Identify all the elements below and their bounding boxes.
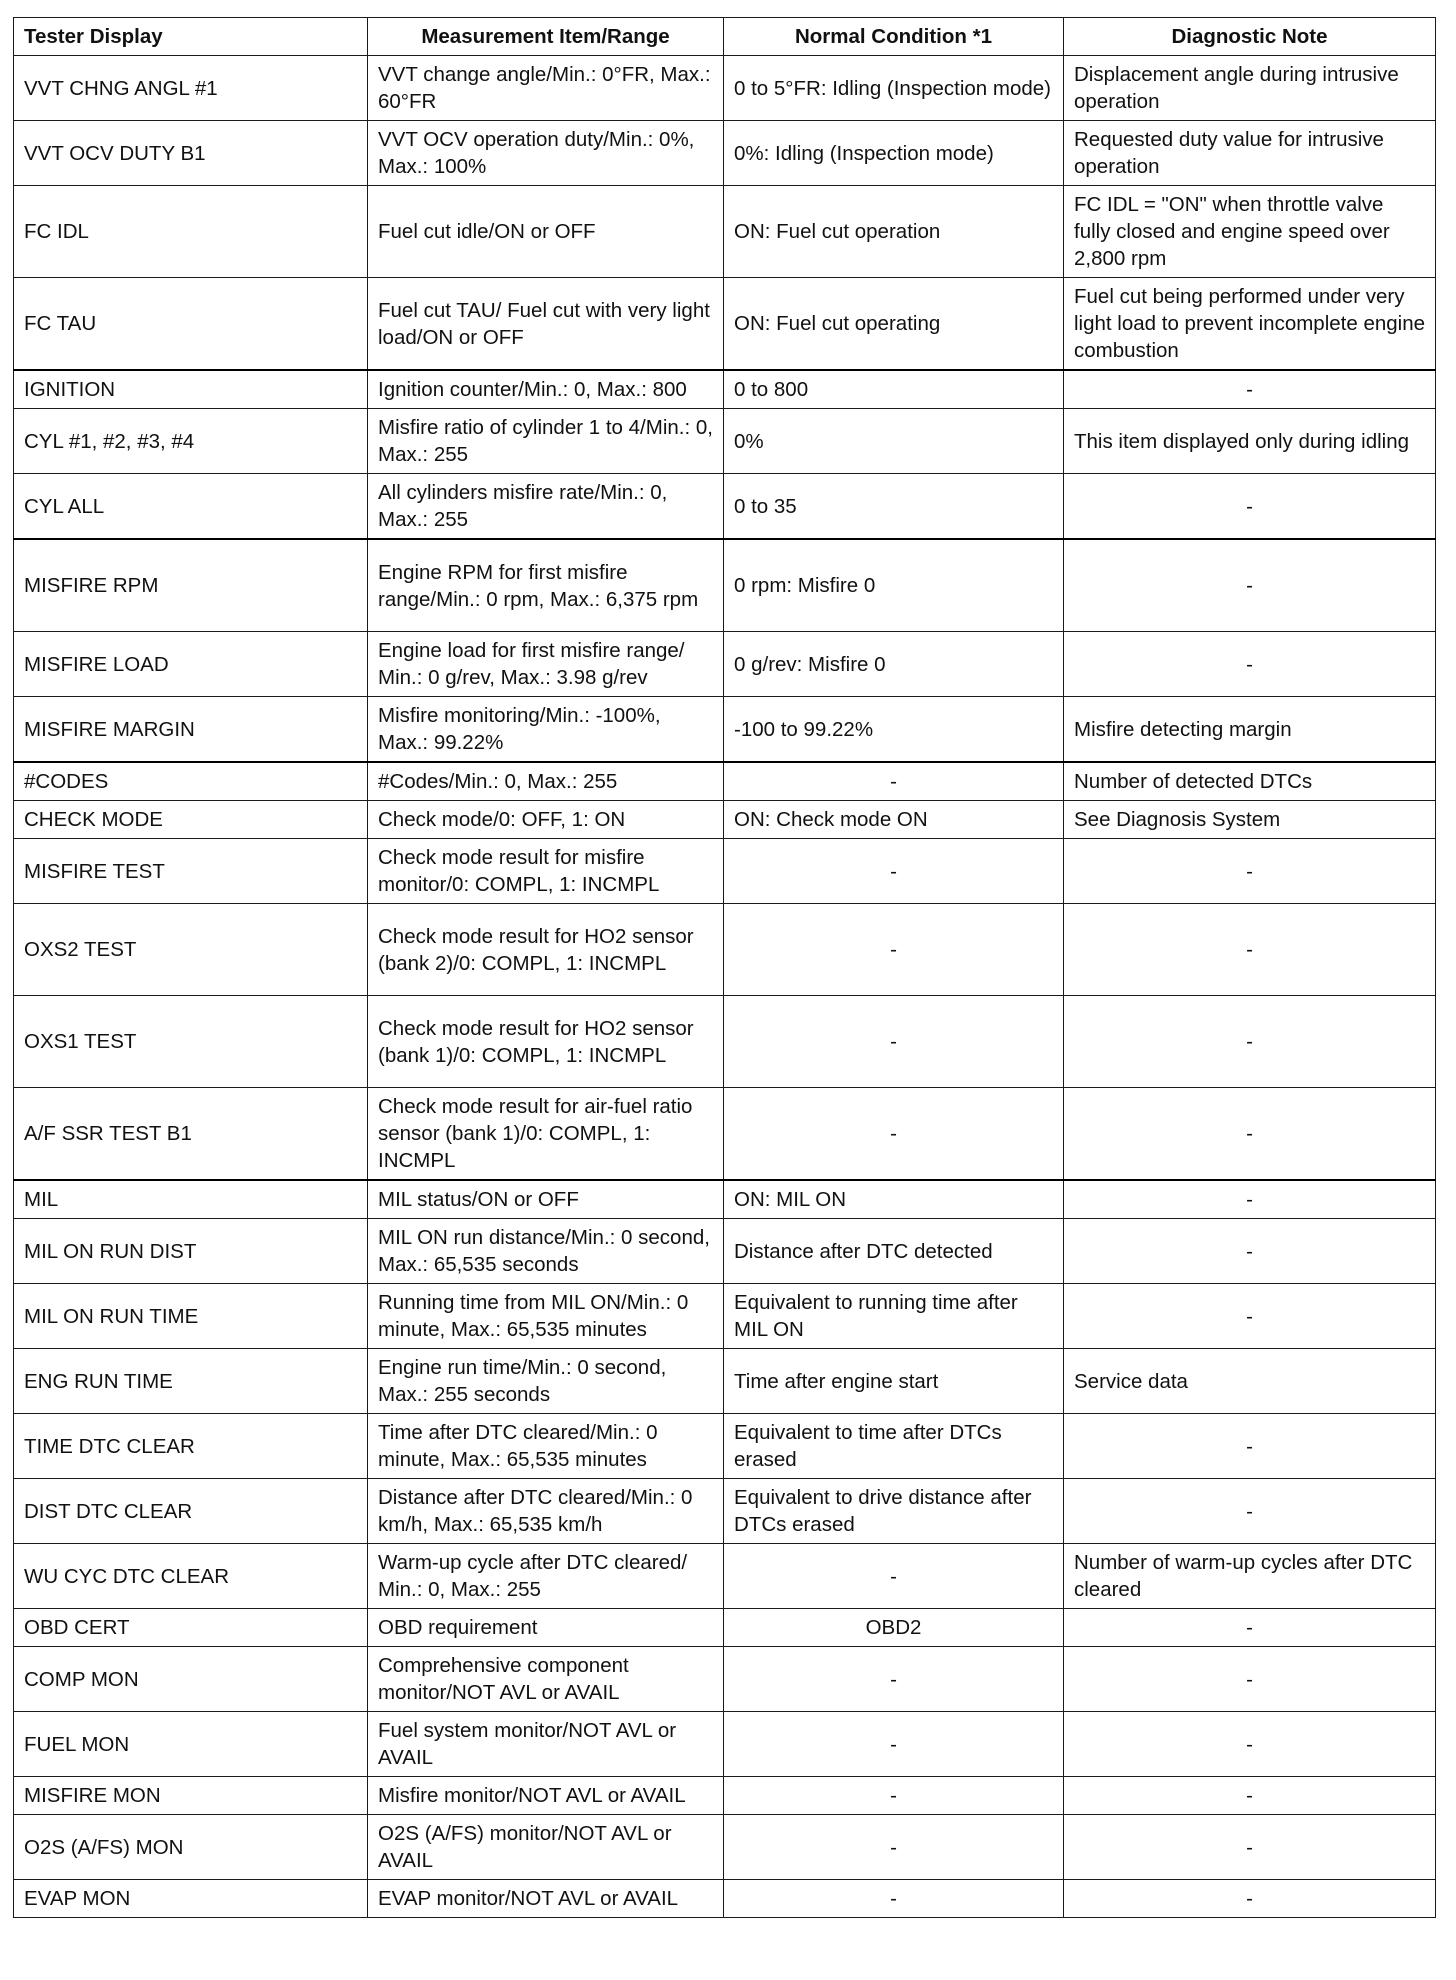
diagnostic-note-cell: - [1064, 1647, 1436, 1712]
normal-condition-cell: ON: MIL ON [724, 1180, 1064, 1219]
table-row [14, 1815, 1436, 1880]
normal-condition-cell: - [724, 1777, 1064, 1815]
measurement-cell: Engine RPM for first misfire range/Min.: 0 rpm, Max.: 6,375 rpm [368, 539, 724, 632]
measurement-cell: Fuel cut idle/ON or OFF [368, 186, 724, 278]
measurement-cell: EVAP monitor/NOT AVL or AVAIL [368, 1880, 724, 1918]
table-row [14, 1180, 1436, 1219]
diagnostic-note-cell: Number of detected DTCs [1064, 762, 1436, 801]
normal-condition-cell: 0 to 35 [724, 474, 1064, 540]
diagnostic-note-cell: - [1064, 1479, 1436, 1544]
normal-condition-cell: - [724, 1544, 1064, 1609]
normal-condition-cell: 0 g/rev: Misfire 0 [724, 632, 1064, 697]
normal-condition-cell: ON: Fuel cut operation [724, 186, 1064, 278]
diagnostic-note-cell: - [1064, 474, 1436, 540]
tester-display-cell: DIST DTC CLEAR [14, 1479, 368, 1544]
table-row [14, 1414, 1436, 1479]
tester-display-cell: MIL [14, 1180, 368, 1219]
table-row [14, 56, 1436, 121]
diagnostic-note-cell: - [1064, 904, 1436, 996]
tester-display-cell: CYL ALL [14, 474, 368, 540]
table-row [14, 474, 1436, 540]
measurement-cell: Fuel cut TAU/ Fuel cut with very light load/ON or OFF [368, 278, 724, 371]
measurement-cell: MIL ON run distance/Min.: 0 second, Max.: 65,535 seconds [368, 1219, 724, 1284]
diagnostic-note-cell: Number of warm-up cycles after DTC cleared [1064, 1544, 1436, 1609]
diagnostic-note-cell: - [1064, 1815, 1436, 1880]
table-row [14, 1712, 1436, 1777]
normal-condition-cell: - [724, 1088, 1064, 1181]
table-row [14, 1219, 1436, 1284]
tester-display-cell: FUEL MON [14, 1712, 368, 1777]
tester-display-cell: MISFIRE TEST [14, 839, 368, 904]
normal-condition-cell: - [724, 1647, 1064, 1712]
table-row [14, 1880, 1436, 1918]
measurement-cell: Running time from MIL ON/Min.: 0 minute, Max.: 65,535 minutes [368, 1284, 724, 1349]
table-row [14, 1284, 1436, 1349]
measurement-cell: Check mode result for misfire monitor/0: COMPL, 1: INCMPL [368, 839, 724, 904]
normal-condition-cell: -100 to 99.22% [724, 697, 1064, 763]
diagnostic-note-cell: FC IDL = "ON" when throttle valve fully closed and engine speed over 2,800 rpm [1064, 186, 1436, 278]
normal-condition-cell: Distance after DTC detected [724, 1219, 1064, 1284]
header-diagnostic-note: Diagnostic Note [1064, 18, 1436, 56]
measurement-cell: MIL status/ON or OFF [368, 1180, 724, 1219]
tester-display-cell: WU CYC DTC CLEAR [14, 1544, 368, 1609]
normal-condition-cell: 0%: Idling (Inspection mode) [724, 121, 1064, 186]
normal-condition-cell: ON: Fuel cut operating [724, 278, 1064, 371]
tester-display-cell: #CODES [14, 762, 368, 801]
tester-display-cell: MIL ON RUN DIST [14, 1219, 368, 1284]
normal-condition-cell: - [724, 904, 1064, 996]
tester-display-cell: OXS1 TEST [14, 996, 368, 1088]
measurement-cell: VVT OCV operation duty/Min.: 0%, Max.: 100% [368, 121, 724, 186]
tester-display-cell: MISFIRE MARGIN [14, 697, 368, 763]
normal-condition-cell: ON: Check mode ON [724, 801, 1064, 839]
header-normal-condition: Normal Condition *1 [724, 18, 1064, 56]
measurement-cell: O2S (A/FS) monitor/NOT AVL or AVAIL [368, 1815, 724, 1880]
measurement-cell: Check mode result for air-fuel ratio sensor (bank 1)/0: COMPL, 1: INCMPL [368, 1088, 724, 1181]
measurement-cell: Warm-up cycle after DTC cleared/ Min.: 0, Max.: 255 [368, 1544, 724, 1609]
normal-condition-cell: - [724, 762, 1064, 801]
measurement-cell: Misfire monitor/NOT AVL or AVAIL [368, 1777, 724, 1815]
normal-condition-cell: 0% [724, 409, 1064, 474]
tester-display-cell: TIME DTC CLEAR [14, 1414, 368, 1479]
tester-display-cell: OBD CERT [14, 1609, 368, 1647]
table-row [14, 697, 1436, 763]
table-row [14, 370, 1436, 409]
tester-display-cell: A/F SSR TEST B1 [14, 1088, 368, 1181]
diagnostic-note-cell: - [1064, 1088, 1436, 1181]
table-row [14, 186, 1436, 278]
diagnostic-note-cell: See Diagnosis System [1064, 801, 1436, 839]
diagnostic-note-cell: Displacement angle during intrusive operation [1064, 56, 1436, 121]
header-tester-display: Tester Display [14, 18, 368, 56]
diagnostic-note-cell: - [1064, 1180, 1436, 1219]
normal-condition-cell: Equivalent to time after DTCs erased [724, 1414, 1064, 1479]
diagnostic-note-cell: - [1064, 1712, 1436, 1777]
table-row [14, 539, 1436, 632]
normal-condition-cell: - [724, 1880, 1064, 1918]
table-row [14, 1088, 1436, 1181]
table-row [14, 1544, 1436, 1609]
header-measurement-item: Measurement Item/Range [368, 18, 724, 56]
measurement-cell: Distance after DTC cleared/Min.: 0 km/h, Max.: 65,535 km/h [368, 1479, 724, 1544]
measurement-cell: Engine run time/Min.: 0 second, Max.: 255 seconds [368, 1349, 724, 1414]
data-list-table [13, 17, 1436, 1918]
diagnostic-note-cell: Misfire detecting margin [1064, 697, 1436, 763]
normal-condition-cell: Equivalent to drive distance after DTCs erased [724, 1479, 1064, 1544]
diagnostic-note-cell: - [1064, 370, 1436, 409]
measurement-cell: Time after DTC cleared/Min.: 0 minute, Max.: 65,535 minutes [368, 1414, 724, 1479]
diagnostic-note-cell: - [1064, 996, 1436, 1088]
normal-condition-cell: - [724, 996, 1064, 1088]
tester-display-cell: EVAP MON [14, 1880, 368, 1918]
tester-display-cell: FC IDL [14, 186, 368, 278]
tester-display-cell: VVT CHNG ANGL #1 [14, 56, 368, 121]
tester-display-cell: COMP MON [14, 1647, 368, 1712]
measurement-cell: Check mode result for HO2 sensor (bank 2)/0: COMPL, 1: INCMPL [368, 904, 724, 996]
measurement-cell: All cylinders misfire rate/Min.: 0, Max.: 255 [368, 474, 724, 540]
diagnostic-note-cell: Requested duty value for intrusive operation [1064, 121, 1436, 186]
table-row [14, 121, 1436, 186]
table-row [14, 904, 1436, 996]
table-row [14, 1647, 1436, 1712]
tester-display-cell: OXS2 TEST [14, 904, 368, 996]
tester-display-cell: MIL ON RUN TIME [14, 1284, 368, 1349]
table-row [14, 278, 1436, 371]
measurement-cell: Fuel system monitor/NOT AVL or AVAIL [368, 1712, 724, 1777]
measurement-cell: VVT change angle/Min.: 0°FR, Max.: 60°FR [368, 56, 724, 121]
table-row [14, 1777, 1436, 1815]
normal-condition-cell: 0 to 800 [724, 370, 1064, 409]
measurement-cell: Engine load for first misfire range/ Min.: 0 g/rev, Max.: 3.98 g/rev [368, 632, 724, 697]
diagnostic-note-cell: - [1064, 539, 1436, 632]
tester-display-cell: MISFIRE MON [14, 1777, 368, 1815]
diagnostic-note-cell: - [1064, 632, 1436, 697]
normal-condition-cell: Equivalent to running time after MIL ON [724, 1284, 1064, 1349]
diagnostic-note-cell: Service data [1064, 1349, 1436, 1414]
diagnostic-note-cell: - [1064, 1777, 1436, 1815]
measurement-cell: Misfire ratio of cylinder 1 to 4/Min.: 0, Max.: 255 [368, 409, 724, 474]
table-row [14, 1349, 1436, 1414]
tester-display-cell: FC TAU [14, 278, 368, 371]
tester-display-cell: ENG RUN TIME [14, 1349, 368, 1414]
normal-condition-cell: OBD2 [724, 1609, 1064, 1647]
table-row [14, 801, 1436, 839]
normal-condition-cell: Time after engine start [724, 1349, 1064, 1414]
measurement-cell: #Codes/Min.: 0, Max.: 255 [368, 762, 724, 801]
tester-display-cell: MISFIRE RPM [14, 539, 368, 632]
header-row [14, 18, 1436, 56]
table-row [14, 996, 1436, 1088]
tester-display-cell: O2S (A/FS) MON [14, 1815, 368, 1880]
normal-condition-cell: 0 to 5°FR: Idling (Inspection mode) [724, 56, 1064, 121]
diagnostic-note-cell: - [1064, 839, 1436, 904]
tester-display-cell: CYL #1, #2, #3, #4 [14, 409, 368, 474]
tester-display-cell: CHECK MODE [14, 801, 368, 839]
table-row [14, 409, 1436, 474]
measurement-cell: Misfire monitoring/Min.: -100%, Max.: 99.22% [368, 697, 724, 763]
diagnostic-note-cell: - [1064, 1219, 1436, 1284]
tester-display-cell: IGNITION [14, 370, 368, 409]
diagnostic-note-cell: - [1064, 1414, 1436, 1479]
normal-condition-cell: - [724, 1815, 1064, 1880]
table-row [14, 839, 1436, 904]
diagnostic-note-cell: - [1064, 1880, 1436, 1918]
diagnostic-note-cell: This item displayed only during idling [1064, 409, 1436, 474]
diagnostic-note-cell: - [1064, 1284, 1436, 1349]
normal-condition-cell: - [724, 1712, 1064, 1777]
normal-condition-cell: - [724, 839, 1064, 904]
normal-condition-cell: 0 rpm: Misfire 0 [724, 539, 1064, 632]
diagnostic-note-cell: - [1064, 1609, 1436, 1647]
table-row [14, 632, 1436, 697]
measurement-cell: Check mode result for HO2 sensor (bank 1)/0: COMPL, 1: INCMPL [368, 996, 724, 1088]
table-row [14, 1609, 1436, 1647]
table-row [14, 762, 1436, 801]
measurement-cell: Ignition counter/Min.: 0, Max.: 800 [368, 370, 724, 409]
tester-display-cell: MISFIRE LOAD [14, 632, 368, 697]
diagnostic-note-cell: Fuel cut being performed under very light load to prevent incomplete engine combustion [1064, 278, 1436, 371]
measurement-cell: Check mode/0: OFF, 1: ON [368, 801, 724, 839]
measurement-cell: OBD requirement [368, 1609, 724, 1647]
tester-display-cell: VVT OCV DUTY B1 [14, 121, 368, 186]
table-row [14, 1479, 1436, 1544]
measurement-cell: Comprehensive component monitor/NOT AVL or AVAIL [368, 1647, 724, 1712]
